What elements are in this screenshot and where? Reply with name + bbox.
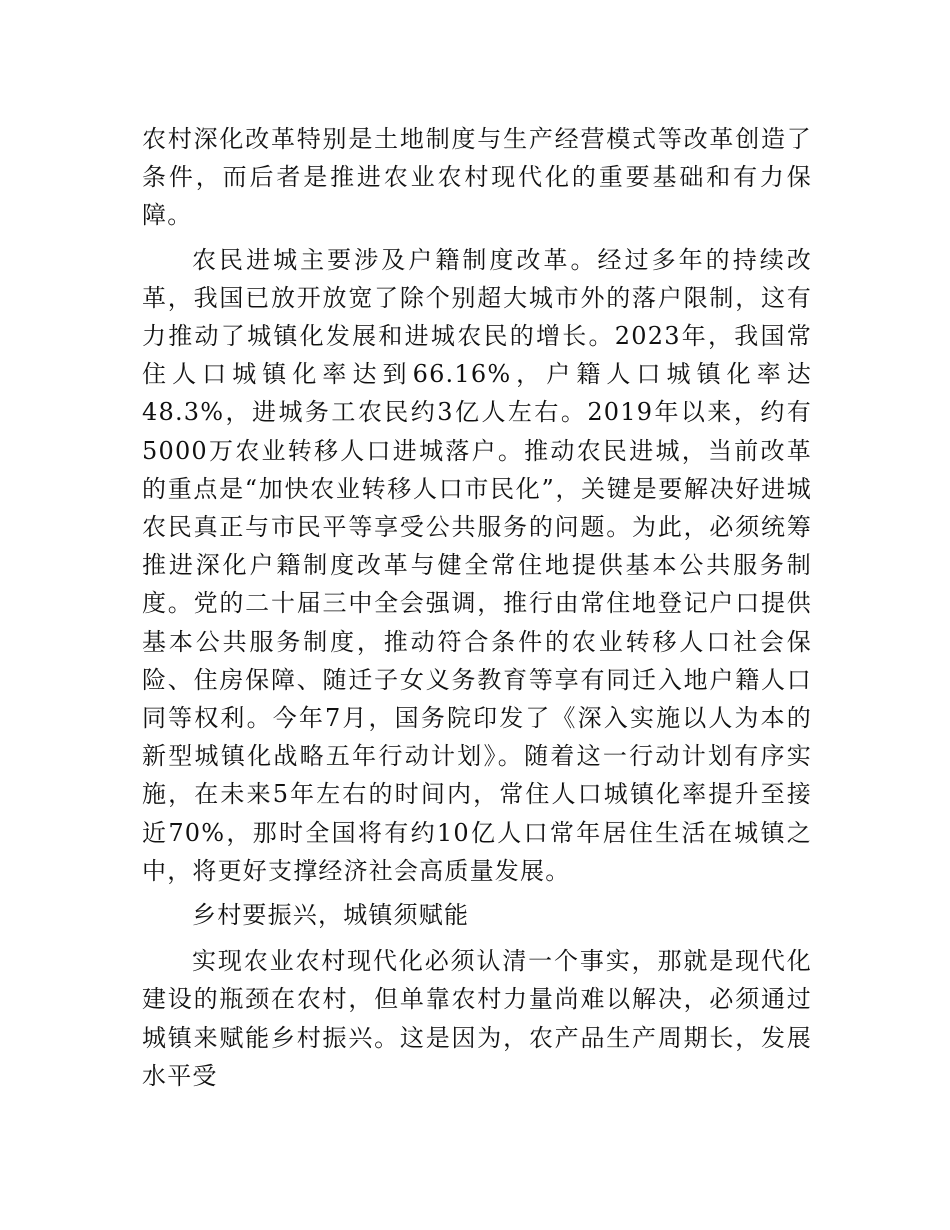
paragraph-migration-reform: 农民进城主要涉及户籍制度改革。经过多年的持续改革，我国已放开放宽了除个别超大城市外的落户限制，这有力推动了城镇化发展和进城农民的增长。2023年，我国常住人口城镇化率达到66.16%，户籍人口城镇化率达48.3%，进城务工农民约3亿人左右。2019年以来，约有5000万农业转移人口进城落户。推动农民进城，当前改革的重点是“加快农业转移人口市民化”，关键是要解决好进城农民真正与市民平等享受公共服务的问题。为此，必须统筹推进深化户籍制度改革与健全常住地提供基本公共服务制度。党的二十届三中全会强调，推行由常住地登记户口提供基本公共服务制度，推动符合条件的农业转移人口社会保险、住房保障、随迁子女义务教育等享有同迁入地户籍人口同等权利。今年7月，国务院印发了《深入实施以人为本的新型城镇化战略五年行动计划》。随着这一行动计划有序实施，在未来5年左右的时间内，常住人口城镇化率提升至接近70%，那时全国将有约10亿人口常年居住生活在城镇之中，将更好支撑经济社会高质量发展。	[142, 245, 812, 885]
document-body	[142, 120, 812, 1101]
paragraph-rural-modernization: 实现农业农村现代化必须认清一个事实，那就是现代化建设的瓶颈在农村，但单靠农村力量尚难以解决，必须通过城镇来赋能乡村振兴。这是因为，农产品生产周期长，发展水平受	[142, 947, 812, 1090]
paragraph-continuation: 农村深化改革特别是土地制度与生产经营模式等改革创造了条件，而后者是推进农业农村现代化的重要基础和有力保障。	[142, 125, 812, 230]
section-heading: 乡村要振兴，城镇须赋能	[192, 901, 470, 930]
